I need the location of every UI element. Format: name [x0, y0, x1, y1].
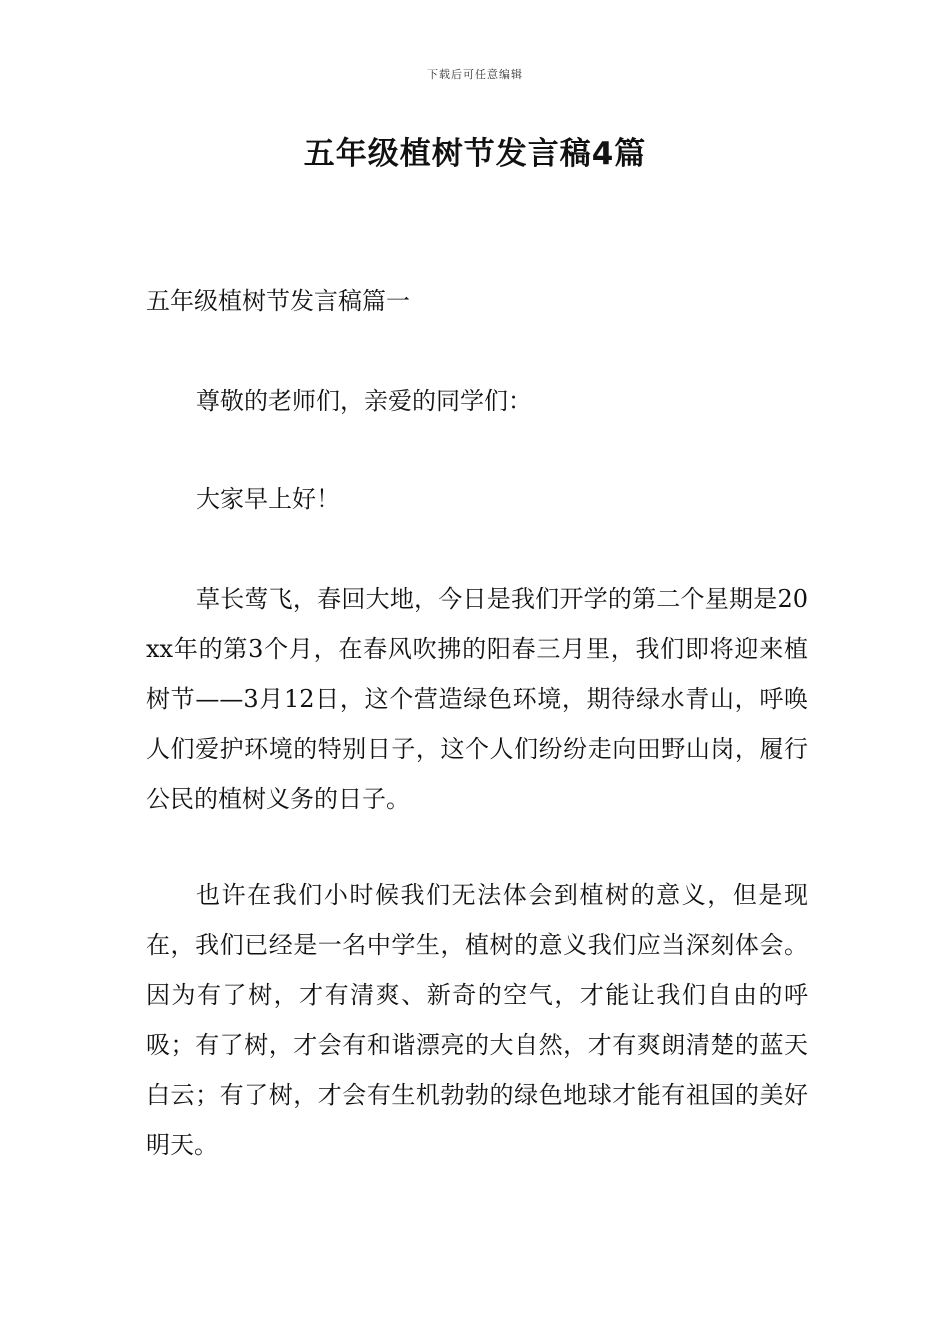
- header-note: 下载后可任意编辑: [427, 68, 523, 81]
- paragraph-spring-arbor-day: 草长莺飞，春回大地，今日是我们开学的第二个星期是20xx年的第3个月，在春风吹拂的阳春三月里，我们即将迎来植树节——3月12日，这个营造绿色环境，期待绿水青山，呼唤人们爱护环境的特别日子，这个人们纷纷走向田野山岗，履行公民的植树义务的日子。: [146, 585, 808, 813]
- paragraph-meaning-of-planting: 也许在我们小时候我们无法体会到植树的意义，但是现在，我们已经是一名中学生，植树的意义我们应当深刻体会。因为有了树，才有清爽、新奇的空气，才能让我们自由的呼吸；有了树，才会有和谐漂亮的大自然，才有爽朗清楚的蓝天白云；有了树，才会有生机勃勃的绿色地球才能有祖国的美好明天。: [146, 881, 808, 1159]
- document-title: 五年级植树节发言稿4篇: [303, 136, 647, 172]
- paragraph-good-morning: 大家早上好！: [196, 485, 340, 513]
- section-heading: 五年级植树节发言稿篇一: [146, 287, 410, 315]
- paragraph-greeting: 尊敬的老师们，亲爱的同学们：: [196, 387, 532, 415]
